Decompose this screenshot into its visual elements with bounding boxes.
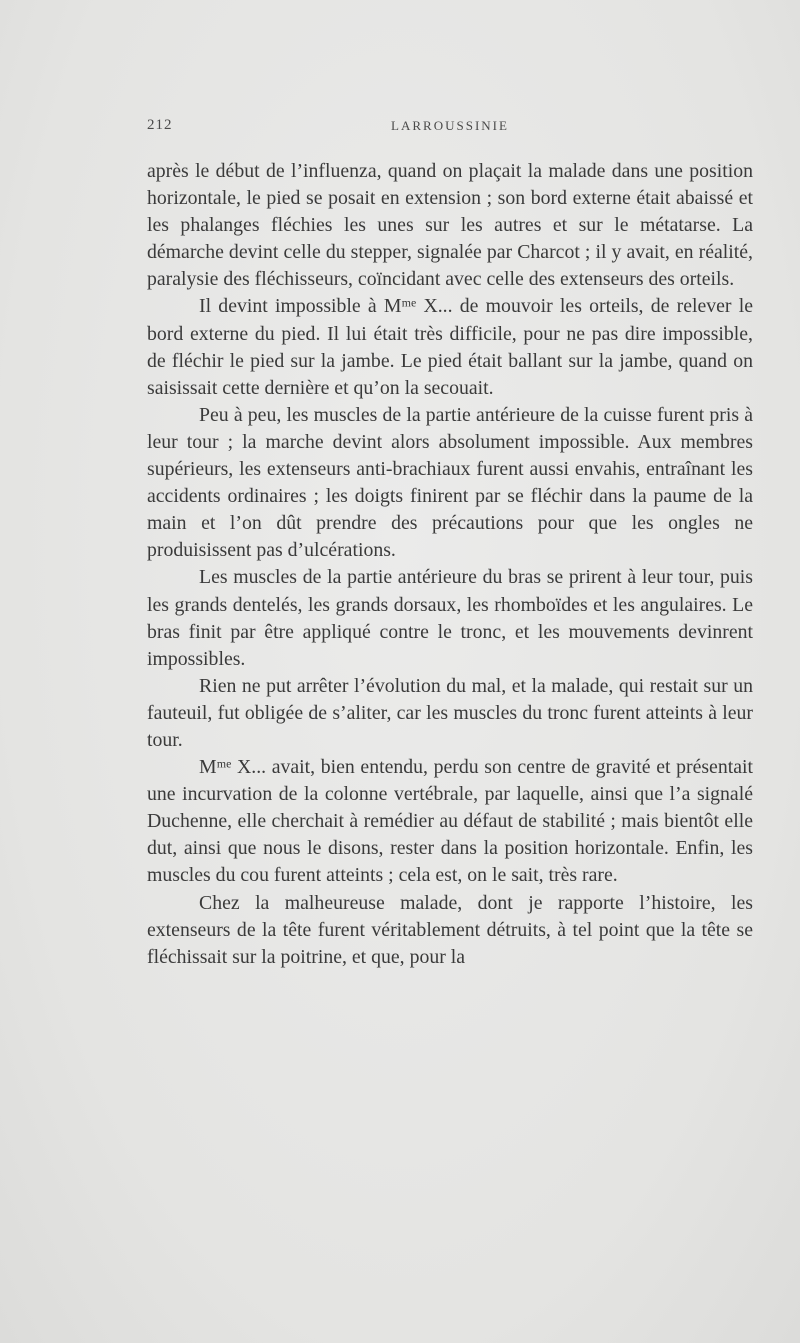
paragraph: Les muscles de la partie antérieure du bras se prirent à leur tour, puis les grands dentelés, les grands dorsaux, les rhomboïdes et les angulaires. Le bras finit par être appliqué contre le tronc, et les mouvements devinrent impossibles. xyxy=(147,566,753,670)
paragraph: Rien ne put arrêter l’évolution du mal, et la malade, qui restait sur un fauteuil, fut obligée de s’aliter, car les muscles du tronc furent atteints à leur tour. xyxy=(147,674,753,751)
paragraph-continued: après le début de l’influenza, quand on plaçait la malade dans une position horizontale, le pied se posait en extension ; son bord externe était abaissé et les phalanges fléchies les unes sur les autres et sur le métatarse. La démarche devint celle du stepper, signalée par Charcot ; il y avait, en réalité, paralysie des fléchisseurs, coïncidant avec celle des extenseurs des orteils. xyxy=(147,160,753,291)
body-text xyxy=(147,158,753,971)
page-number: 212 xyxy=(147,117,173,133)
paragraph: Il devint impossible à Mᵐᵉ X... de mouvoir les orteils, de relever le bord externe du pied. Il lui était très difficile, pour ne pas dire impossible, de fléchir le pied sur la jambe. Le pied était ballant sur la jambe, quand on saisissait cette dernière et qu’on la secouait. xyxy=(147,295,753,399)
paragraph: Mᵐᵉ X... avait, bien entendu, perdu son centre de gravité et présentait une incurvation de la colonne vertébrale, par laquelle, ainsi que l’a signalé Duchenne, elle cherchait à remédier au défaut de stabilité ; mais bientôt elle dut, ainsi que nous le disons, rester dans la position horizontale. Enfin, les muscles du cou furent atteints ; cela est, on le sait, très rare. xyxy=(147,756,753,887)
running-head xyxy=(147,117,753,141)
paragraph: Chez la malheureuse malade, dont je rapporte l’histoire, les extenseurs de la tête furent véritablement détruits, à tel point que la tête se fléchissait sur la poitrine, et que, pour la xyxy=(147,891,753,968)
paragraph: Peu à peu, les muscles de la partie antérieure de la cuisse furent pris à leur tour ; la marche devint alors absolument impossible. Aux membres supérieurs, les extenseurs anti-brachiaux furent aussi envahis, entraînant les accidents ordinaires ; les doigts finirent par se fléchir dans la paume de la main et l’on dût prendre des précautions pour que les ongles ne produisissent pas d’ulcérations. xyxy=(147,403,753,562)
running-title: LARROUSSINIE xyxy=(391,118,509,133)
